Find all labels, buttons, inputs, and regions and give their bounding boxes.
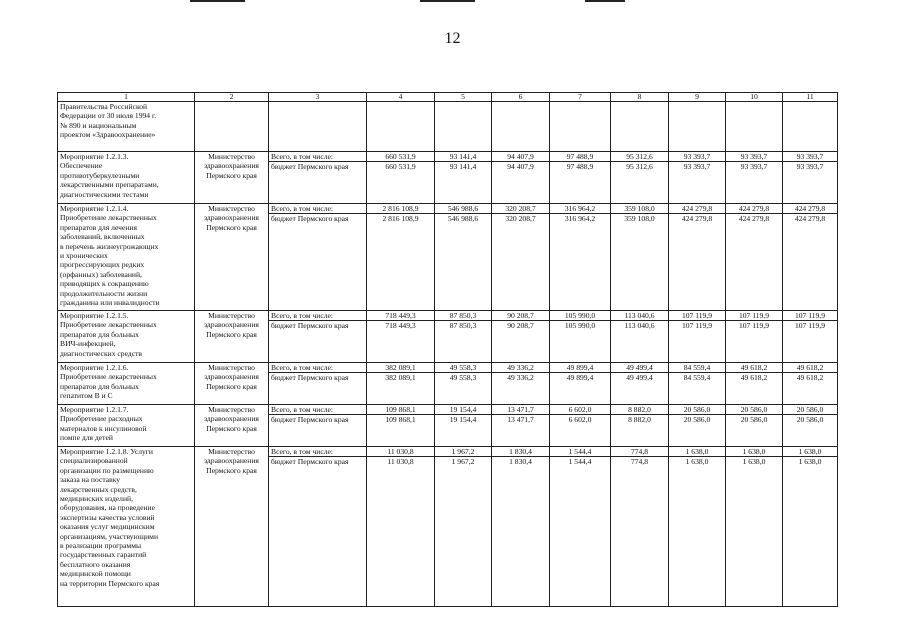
total-value: 95 312,6 xyxy=(611,152,668,162)
value-cell xyxy=(726,152,783,204)
value-cell xyxy=(783,152,838,204)
value-cell xyxy=(550,363,611,405)
regional-budget-value: 1 830,4 xyxy=(509,457,532,467)
total-value: 49 899,4 xyxy=(550,363,610,373)
value-cell xyxy=(492,311,550,363)
header-cell: 1 xyxy=(58,93,195,102)
regional-budget-value: 109 868,1 xyxy=(385,415,416,425)
regional-budget-value: 546 988,6 xyxy=(447,214,479,224)
total-value: 1 967,2 xyxy=(435,447,491,457)
funding-source-label: Всего, в том числе: xyxy=(269,204,366,214)
total-value: 1 830,4 xyxy=(492,447,549,457)
total-value: 660 531,9 xyxy=(367,152,434,162)
total-value: 107 119,9 xyxy=(726,311,782,321)
total-value: 1 544,4 xyxy=(550,447,610,457)
table-row xyxy=(58,102,838,152)
total-value: 93 393,7 xyxy=(669,152,725,162)
total-value: 546 988,6 xyxy=(435,204,491,214)
total-value: 87 850,3 xyxy=(435,311,491,321)
regional-budget-value: 382 089,1 xyxy=(385,373,416,383)
value-cell xyxy=(611,405,669,447)
value-cell xyxy=(492,363,550,405)
regional-budget-value: 320 208,7 xyxy=(505,214,536,224)
funding-source-label: Всего, в том числе: xyxy=(269,311,366,321)
value-cell xyxy=(726,363,783,405)
value-cell xyxy=(783,405,838,447)
value-cell xyxy=(435,405,492,447)
value-cell xyxy=(611,363,669,405)
measure-cell: Мероприятие 1.2.1.4. Приобретение лекарственных препаратов для лечения заболеваний, включенных в перечень жизнеугрожающих и хронических прогрессирующих редких (орфанных) заболеваний, приводящих к сокращению продолжительности жизни гражданина или инвалидности xyxy=(58,204,195,311)
regional-budget-value: 20 586,0 xyxy=(683,415,711,425)
value-cell xyxy=(435,363,492,405)
total-value: 19 154,4 xyxy=(435,405,491,415)
measure-cell: Мероприятие 1.2.1.7. Приобретение расходных материалов к инсулиновой помпе для детей xyxy=(58,405,195,447)
total-value: 359 108,0 xyxy=(611,204,668,214)
total-value: 20 586,0 xyxy=(669,405,725,415)
table-header-row xyxy=(58,93,838,102)
header-cell: 3 xyxy=(269,93,367,102)
value-cell xyxy=(669,102,726,152)
executor-cell: Министерство здравоохранения Пермского края xyxy=(195,447,269,607)
value-cell xyxy=(669,363,726,405)
funding-source-label: бюджет Пермского края xyxy=(271,321,349,331)
total-value: 718 449,3 xyxy=(367,311,434,321)
regional-budget-value: 105 990,0 xyxy=(564,321,596,331)
total-value: 774,8 xyxy=(611,447,668,457)
regional-budget-value: 2 816 108,9 xyxy=(382,214,419,224)
executor-cell xyxy=(195,102,269,152)
regional-budget-value: 93 393,7 xyxy=(740,162,768,172)
table-body xyxy=(58,102,838,607)
value-cell xyxy=(669,447,726,607)
total-value: 424 279,8 xyxy=(726,204,782,214)
regional-budget-value: 90 208,7 xyxy=(507,321,534,331)
value-cell xyxy=(492,405,550,447)
header-cell: 6 xyxy=(492,93,550,102)
value-cell xyxy=(550,204,611,311)
value-cell xyxy=(611,204,669,311)
executor-cell: Министерство здравоохранения Пермского края xyxy=(195,204,269,311)
executor-cell: Министерство здравоохранения Пермского края xyxy=(195,363,269,405)
value-cell xyxy=(492,102,550,152)
scan-top-marks xyxy=(0,0,905,4)
value-cell xyxy=(435,311,492,363)
regional-budget-value: 97 488,9 xyxy=(566,162,594,172)
regional-budget-value: 49 336,2 xyxy=(507,373,534,383)
value-cell xyxy=(367,152,435,204)
value-cell xyxy=(367,204,435,311)
value-cell xyxy=(783,447,838,607)
value-cell xyxy=(367,311,435,363)
total-value: 6 602,0 xyxy=(550,405,610,415)
value-cell xyxy=(783,204,838,311)
total-value: 94 407,9 xyxy=(492,152,549,162)
total-value: 93 393,7 xyxy=(726,152,782,162)
value-cell xyxy=(669,152,726,204)
regional-budget-value: 87 850,3 xyxy=(449,321,477,331)
total-value: 107 119,9 xyxy=(783,311,837,321)
funding-source-label: Всего, в том числе: xyxy=(269,447,366,457)
total-value: 1 638,0 xyxy=(783,447,837,457)
regional-budget-value: 93 393,7 xyxy=(796,162,824,172)
total-value: 424 279,8 xyxy=(669,204,725,214)
regional-budget-value: 49 899,4 xyxy=(566,373,594,383)
total-value: 20 586,0 xyxy=(726,405,782,415)
funding-table xyxy=(57,92,838,607)
regional-budget-value: 359 108,0 xyxy=(624,214,655,224)
total-value: 1 638,0 xyxy=(669,447,725,457)
regional-budget-value: 49 499,4 xyxy=(626,373,653,383)
executor-cell: Министерство здравоохранения Пермского края xyxy=(195,405,269,447)
funding-source-label: бюджет Пермского края xyxy=(271,214,349,224)
value-cell xyxy=(726,102,783,152)
funding-source-cell xyxy=(269,363,367,405)
funding-source-cell xyxy=(269,311,367,363)
regional-budget-value: 95 312,6 xyxy=(626,162,653,172)
funding-source-label: бюджет Пермского края xyxy=(271,373,349,383)
value-cell xyxy=(783,311,838,363)
funding-source-cell xyxy=(269,204,367,311)
regional-budget-value: 11 030,8 xyxy=(387,457,414,467)
regional-budget-value: 20 586,0 xyxy=(796,415,824,425)
value-cell xyxy=(611,311,669,363)
total-value: 49 558,3 xyxy=(435,363,491,373)
funding-source-label: Всего, в том числе: xyxy=(269,152,366,162)
funding-source-label: бюджет Пермского края xyxy=(271,457,349,467)
total-value: 105 990,0 xyxy=(550,311,610,321)
value-cell xyxy=(435,152,492,204)
regional-budget-value: 316 964,2 xyxy=(564,214,596,224)
value-cell xyxy=(367,405,435,447)
regional-budget-value: 660 531,9 xyxy=(385,162,416,172)
value-cell xyxy=(367,447,435,607)
executor-cell: Министерство здравоохранения Пермского края xyxy=(195,311,269,363)
regional-budget-value: 424 279,8 xyxy=(681,214,713,224)
funding-source-label: Всего, в том числе: xyxy=(269,363,366,373)
regional-budget-value: 113 040,6 xyxy=(624,321,655,331)
regional-budget-value: 49 618,2 xyxy=(740,373,768,383)
funding-source-label: бюджет Пермского края xyxy=(271,162,349,172)
value-cell xyxy=(367,363,435,405)
measure-cell: Правительства Российской Федерации от 30 июля 1994 г. № 890 и национальным проектом «Здравоохранение» xyxy=(58,102,195,152)
value-cell xyxy=(726,311,783,363)
value-cell xyxy=(669,204,726,311)
page-number: 12 xyxy=(444,30,461,47)
regional-budget-value: 107 119,9 xyxy=(794,321,826,331)
regional-budget-value: 19 154,4 xyxy=(449,415,477,425)
value-cell xyxy=(611,447,669,607)
header-cell: 11 xyxy=(783,93,838,102)
header-cell: 9 xyxy=(669,93,726,102)
total-value: 93 141,4 xyxy=(435,152,491,162)
total-value: 49 618,2 xyxy=(726,363,782,373)
value-cell xyxy=(435,102,492,152)
regional-budget-value: 8 882,0 xyxy=(628,415,651,425)
regional-budget-value: 1 967,2 xyxy=(451,457,475,467)
table-row xyxy=(58,204,838,311)
value-cell xyxy=(367,102,435,152)
measure-cell: Мероприятие 1.2.1.8. Услуги специализированной организации по размещению заказа на поставку лекарственных средств, медицинских изделий, оборудования, на проведение экспертизы качества условий оказания услуг медицинским организациям, участвующими в реализации программы государственных гарантий бесплатного оказания медицинской помощи на территории Пермского края xyxy=(58,447,195,607)
value-cell xyxy=(550,311,611,363)
regional-budget-value: 84 559,4 xyxy=(683,373,711,383)
total-value: 49 499,4 xyxy=(611,363,668,373)
value-cell xyxy=(726,447,783,607)
value-cell xyxy=(435,447,492,607)
header-cell: 8 xyxy=(611,93,669,102)
table-row xyxy=(58,311,838,363)
total-value: 316 964,2 xyxy=(550,204,610,214)
value-cell xyxy=(550,102,611,152)
header-cell: 2 xyxy=(195,93,269,102)
measure-cell: Мероприятие 1.2.1.5. Приобретение лекарственных препаратов для больных ВИЧ-инфекцией, диагностических средств xyxy=(58,311,195,363)
funding-source-cell xyxy=(269,405,367,447)
value-cell xyxy=(492,447,550,607)
header-cell: 5 xyxy=(435,93,492,102)
regional-budget-value: 718 449,3 xyxy=(385,321,416,331)
table-row xyxy=(58,363,838,405)
regional-budget-value: 424 279,8 xyxy=(794,214,826,224)
table-row xyxy=(58,405,838,447)
total-value: 113 040,6 xyxy=(611,311,668,321)
value-cell xyxy=(550,152,611,204)
value-cell xyxy=(611,102,669,152)
value-cell xyxy=(783,363,838,405)
total-value: 20 586,0 xyxy=(783,405,837,415)
total-value: 49 336,2 xyxy=(492,363,549,373)
regional-budget-value: 1 638,0 xyxy=(685,457,709,467)
value-cell xyxy=(492,152,550,204)
value-cell xyxy=(550,405,611,447)
header-cell: 4 xyxy=(367,93,435,102)
value-cell xyxy=(783,102,838,152)
total-value: 84 559,4 xyxy=(669,363,725,373)
value-cell xyxy=(669,405,726,447)
regional-budget-value: 774,8 xyxy=(630,457,649,467)
value-cell xyxy=(435,204,492,311)
table-row xyxy=(58,152,838,204)
regional-budget-value: 49 618,2 xyxy=(796,373,824,383)
measure-cell: Мероприятие 1.2.1.3. Обеспечение противотуберкулезными лекарственными препаратами, диагностическими тестами xyxy=(58,152,195,204)
value-cell xyxy=(726,204,783,311)
funding-source-cell xyxy=(269,102,367,152)
regional-budget-value: 94 407,9 xyxy=(507,162,534,172)
regional-budget-value: 49 558,3 xyxy=(449,373,477,383)
total-value: 107 119,9 xyxy=(669,311,725,321)
regional-budget-value: 107 119,9 xyxy=(681,321,713,331)
total-value: 49 618,2 xyxy=(783,363,837,373)
header-cell: 10 xyxy=(726,93,783,102)
regional-budget-value: 93 393,7 xyxy=(683,162,711,172)
regional-budget-value: 13 471,7 xyxy=(507,415,534,425)
total-value: 97 488,9 xyxy=(550,152,610,162)
total-value: 90 208,7 xyxy=(492,311,549,321)
value-cell xyxy=(669,311,726,363)
total-value: 382 089,1 xyxy=(367,363,434,373)
regional-budget-value: 6 602,0 xyxy=(568,415,592,425)
regional-budget-value: 1 544,4 xyxy=(568,457,592,467)
regional-budget-value: 1 638,0 xyxy=(742,457,766,467)
executor-cell: Министерство здравоохранения Пермского края xyxy=(195,152,269,204)
value-cell xyxy=(492,204,550,311)
regional-budget-value: 93 141,4 xyxy=(449,162,477,172)
header-cell: 7 xyxy=(550,93,611,102)
total-value: 320 208,7 xyxy=(492,204,549,214)
total-value: 1 638,0 xyxy=(726,447,782,457)
regional-budget-value: 107 119,9 xyxy=(738,321,770,331)
regional-budget-value: 424 279,8 xyxy=(738,214,770,224)
measure-cell: Мероприятие 1.2.1.6. Приобретение лекарственных препаратов для больных гепатитом В и С xyxy=(58,363,195,405)
regional-budget-value: 20 586,0 xyxy=(740,415,768,425)
total-value: 13 471,7 xyxy=(492,405,549,415)
value-cell xyxy=(550,447,611,607)
total-value: 93 393,7 xyxy=(783,152,837,162)
funding-source-label: Всего, в том числе: xyxy=(269,405,366,415)
regional-budget-value: 1 638,0 xyxy=(798,457,822,467)
total-value: 109 868,1 xyxy=(367,405,434,415)
table-row xyxy=(58,447,838,607)
funding-source-cell xyxy=(269,152,367,204)
funding-source-cell xyxy=(269,447,367,607)
total-value: 424 279,8 xyxy=(783,204,837,214)
total-value: 8 882,0 xyxy=(611,405,668,415)
total-value: 2 816 108,9 xyxy=(367,204,434,214)
funding-source-label: бюджет Пермского края xyxy=(271,415,349,425)
total-value: 11 030,8 xyxy=(367,447,434,457)
value-cell xyxy=(726,405,783,447)
value-cell xyxy=(611,152,669,204)
